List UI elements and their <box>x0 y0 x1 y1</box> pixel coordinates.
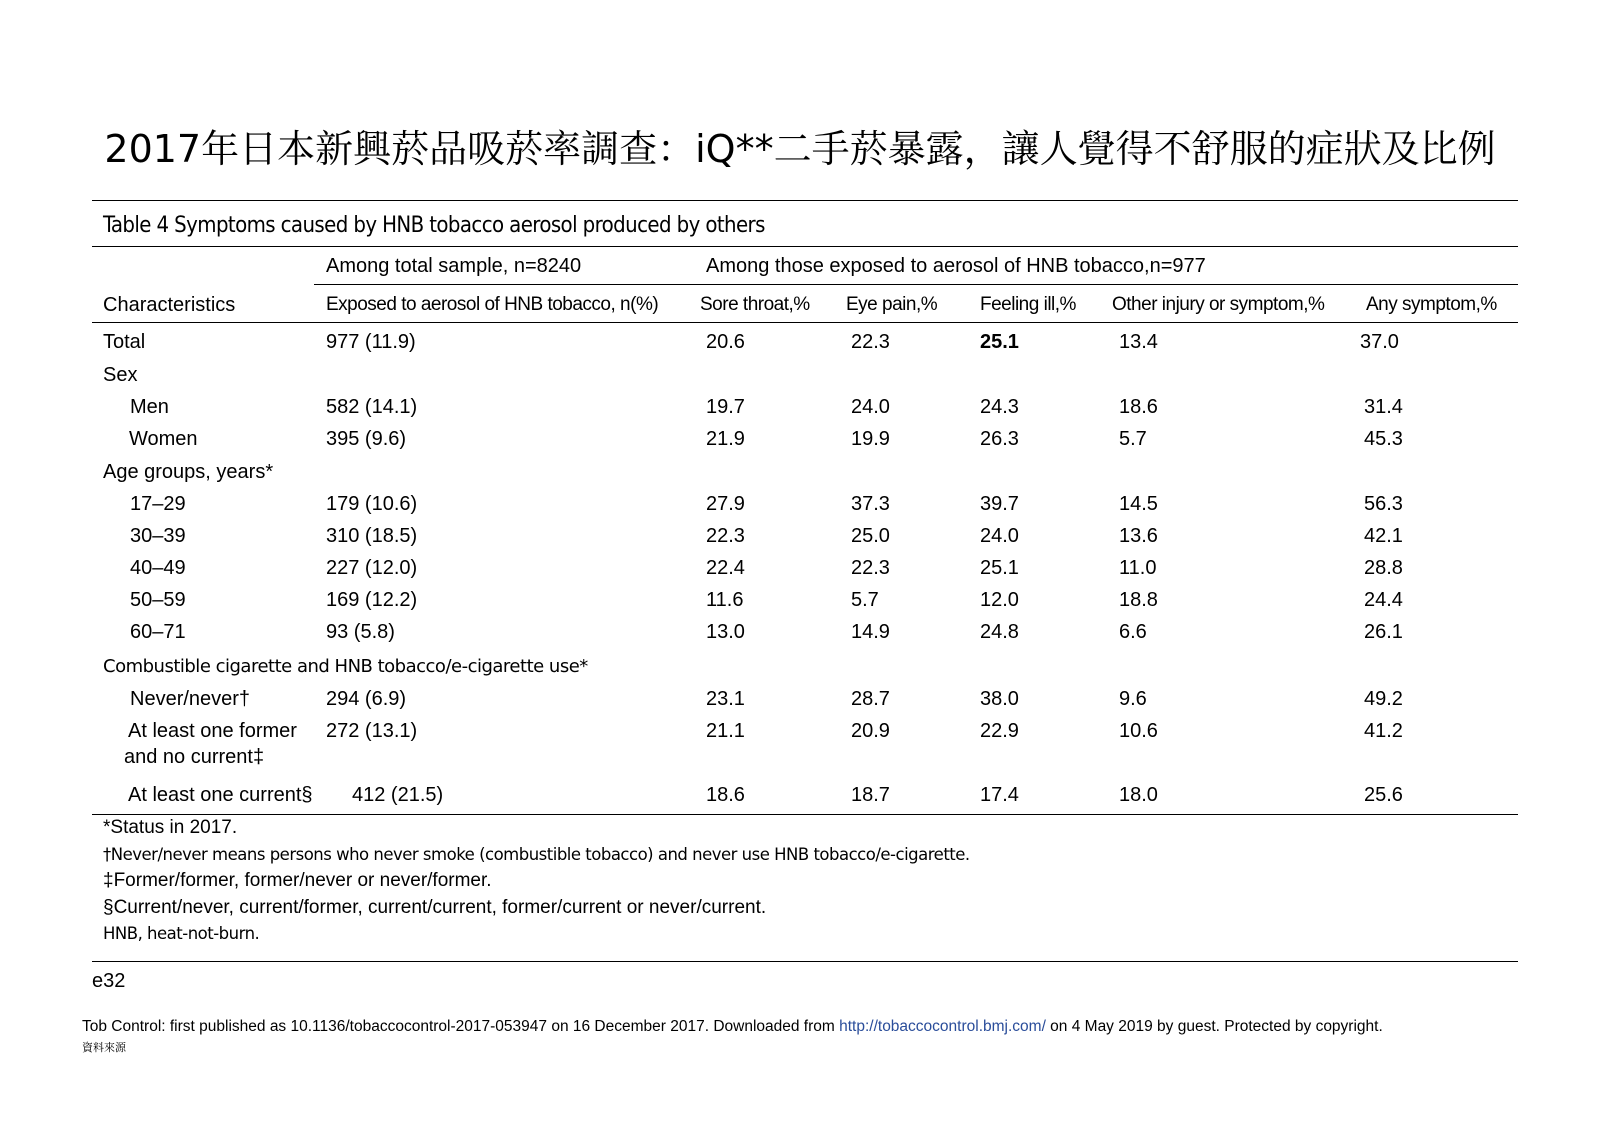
cell-any: 56.3 <box>1364 493 1403 515</box>
row-label-line1: At least one former <box>128 720 297 742</box>
cell-other: 9.6 <box>1119 688 1147 710</box>
citation-text: Tob Control: first published as 10.1136/tobaccocontrol-2017-053947 on 16 December 2017. Downloaded from <box>82 1018 840 1035</box>
cell-exposed: 977 (11.9) <box>326 331 416 353</box>
cell-exposed: 179 (10.6) <box>326 493 418 515</box>
footnote-current: §Current/never, current/former, current/current, former/current or never/current. <box>103 897 767 918</box>
column-header-any-symptom: Any symptom,% <box>1366 294 1497 315</box>
cell-feeling-ill: 24.3 <box>980 396 1019 418</box>
row-label: 60–71 <box>130 621 186 643</box>
cell-any: 24.4 <box>1364 589 1403 611</box>
cell-feeling-ill: 22.9 <box>980 720 1019 742</box>
cell-eye-pain: 22.3 <box>851 331 890 353</box>
table-top-rule <box>92 200 1518 201</box>
cell-other: 6.6 <box>1119 621 1147 643</box>
cell-other: 11.0 <box>1119 557 1157 579</box>
cell-any: 37.0 <box>1360 331 1399 353</box>
cell-any: 28.8 <box>1364 557 1403 579</box>
cell-any: 45.3 <box>1364 428 1403 450</box>
row-label: 50–59 <box>130 589 186 611</box>
row-label: Total <box>103 331 146 353</box>
table-caption: Table 4 Symptoms caused by HNB tobacco aerosol produced by others <box>103 213 765 238</box>
cell-exposed: 294 (6.9) <box>326 688 407 710</box>
cell-other: 10.6 <box>1119 720 1158 742</box>
row-label: 40–49 <box>130 557 186 579</box>
row-label: At least one current§ <box>128 784 313 806</box>
section-label-use: Combustible cigarette and HNB tobacco/e-cigarette use* <box>103 656 588 677</box>
section-label-sex: Sex <box>103 364 138 386</box>
column-header-characteristics: Characteristics <box>103 294 236 316</box>
row-label: Men <box>130 396 169 418</box>
column-header-other-injury: Other injury or symptom,% <box>1112 294 1325 315</box>
source-label: 資料來源 <box>82 1041 126 1054</box>
column-header-sore-throat: Sore throat,% <box>700 294 810 315</box>
cell-sore-throat: 22.4 <box>706 557 745 579</box>
cell-any: 26.1 <box>1364 621 1403 643</box>
cell-sore-throat: 21.1 <box>706 720 745 742</box>
column-header-exposed: Exposed to aerosol of HNB tobacco, n(%) <box>326 294 659 315</box>
citation-link[interactable]: http://tobaccocontrol.bmj.com/ <box>839 1018 1046 1035</box>
column-header-eye-pain: Eye pain,% <box>846 294 938 315</box>
cell-sore-throat: 13.0 <box>706 621 745 643</box>
cell-eye-pain: 18.7 <box>851 784 890 806</box>
cell-any: 41.2 <box>1364 720 1403 742</box>
cell-sore-throat: 19.7 <box>706 396 745 418</box>
cell-other: 18.6 <box>1119 396 1158 418</box>
cell-exposed: 272 (13.1) <box>326 720 418 742</box>
cell-other: 18.8 <box>1119 589 1158 611</box>
row-label: 17–29 <box>130 493 186 515</box>
cell-feeling-ill: 25.1 <box>980 557 1019 579</box>
caption-rule <box>92 246 1518 247</box>
column-header-feeling-ill: Feeling ill,% <box>980 294 1076 315</box>
cell-feeling-ill: 24.8 <box>980 621 1019 643</box>
group-header-rule <box>314 284 1518 285</box>
cell-any: 49.2 <box>1364 688 1403 710</box>
cell-other: 5.7 <box>1119 428 1147 450</box>
cell-eye-pain: 37.3 <box>851 493 890 515</box>
footnote-status: *Status in 2017. <box>103 817 238 838</box>
cell-other: 13.4 <box>1119 331 1158 353</box>
cell-eye-pain: 19.9 <box>851 428 890 450</box>
cell-sore-throat: 27.9 <box>706 493 745 515</box>
cell-eye-pain: 24.0 <box>851 396 890 418</box>
cell-feeling-ill: 25.1 <box>980 331 1019 353</box>
cell-eye-pain: 28.7 <box>851 688 890 710</box>
cell-feeling-ill: 26.3 <box>980 428 1019 450</box>
page-bottom-rule <box>92 961 1518 962</box>
cell-any: 25.6 <box>1364 784 1403 806</box>
cell-exposed: 227 (12.0) <box>326 557 418 579</box>
footnote-hnb: HNB, heat-not-burn. <box>103 924 260 943</box>
footnote-former: ‡Former/former, former/never or never/former. <box>103 870 492 891</box>
group-header-total-sample: Among total sample, n=8240 <box>326 255 582 277</box>
cell-sore-throat: 18.6 <box>706 784 745 806</box>
row-label: Never/never† <box>130 688 251 710</box>
cell-exposed: 412 (21.5) <box>352 784 444 806</box>
cell-feeling-ill: 17.4 <box>980 784 1019 806</box>
cell-eye-pain: 5.7 <box>851 589 879 611</box>
cell-eye-pain: 14.9 <box>851 621 890 643</box>
cell-exposed: 169 (12.2) <box>326 589 418 611</box>
cell-feeling-ill: 24.0 <box>980 525 1019 547</box>
cell-feeling-ill: 39.7 <box>980 493 1019 515</box>
cell-eye-pain: 22.3 <box>851 557 890 579</box>
section-label-age-groups: Age groups, years* <box>103 461 274 483</box>
group-header-exposed: Among those exposed to aerosol of HNB tobacco,n=977 <box>706 255 1206 277</box>
cell-sore-throat: 23.1 <box>706 688 745 710</box>
slide-title: 2017年日本新興菸品吸菸率調查：iQ**二手菸暴露，讓人覺得不舒服的症狀及比例 <box>104 127 1496 171</box>
cell-other: 13.6 <box>1119 525 1158 547</box>
cell-exposed: 93 (5.8) <box>326 621 395 643</box>
cell-any: 42.1 <box>1364 525 1403 547</box>
cell-sore-throat: 22.3 <box>706 525 745 547</box>
cell-feeling-ill: 12.0 <box>980 589 1019 611</box>
header-bottom-rule <box>92 322 1518 323</box>
footnote-never-never: †Never/never means persons who never smoke (combustible tobacco) and never use HNB tobacco/e-cigarette. <box>103 845 970 864</box>
cell-sore-throat: 11.6 <box>706 589 744 611</box>
cell-any: 31.4 <box>1364 396 1403 418</box>
page-number: e32 <box>92 970 126 992</box>
row-label: Women <box>129 428 198 450</box>
cell-sore-throat: 21.9 <box>706 428 745 450</box>
cell-other: 18.0 <box>1119 784 1158 806</box>
cell-other: 14.5 <box>1119 493 1158 515</box>
table-bottom-rule <box>92 814 1518 815</box>
cell-exposed: 395 (9.6) <box>326 428 407 450</box>
citation-text-end: on 4 May 2019 by guest. Protected by copyright. <box>1045 1018 1383 1035</box>
cell-sore-throat: 20.6 <box>706 331 745 353</box>
cell-eye-pain: 25.0 <box>851 525 890 547</box>
row-label-line2: and no current‡ <box>124 746 265 768</box>
row-label: 30–39 <box>130 525 186 547</box>
cell-feeling-ill: 38.0 <box>980 688 1019 710</box>
cell-eye-pain: 20.9 <box>851 720 890 742</box>
citation-line <box>82 1018 1383 1036</box>
cell-exposed: 582 (14.1) <box>326 396 418 418</box>
cell-exposed: 310 (18.5) <box>326 525 418 547</box>
